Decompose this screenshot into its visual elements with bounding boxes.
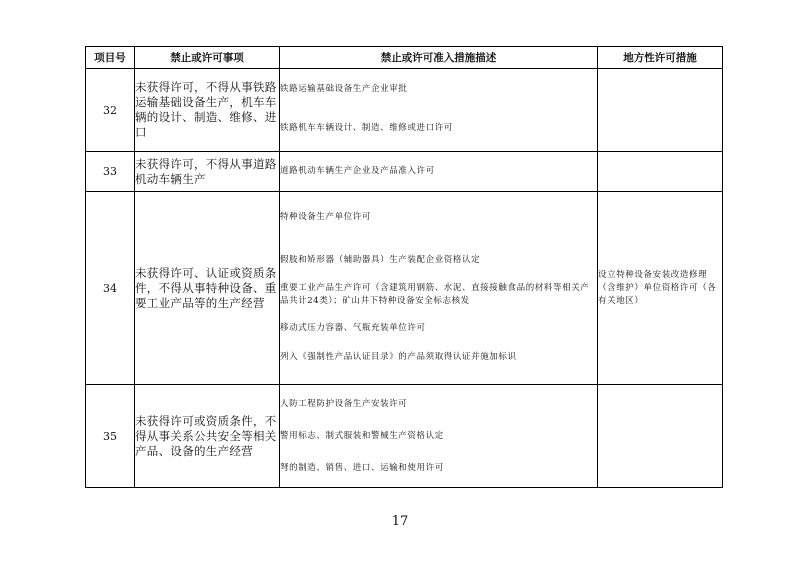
header-local-measures: 地方性许可措施 (598, 47, 723, 69)
measure-line: 特种设备生产单位许可 (280, 212, 372, 222)
table-row (86, 69, 723, 152)
project-number: 34 (86, 192, 135, 385)
header-measure-description: 禁止或许可准入措施描述 (280, 47, 598, 69)
local-measure (598, 152, 723, 192)
project-number: 33 (86, 152, 135, 192)
measure-line: 人防工程防护设备生产安装许可 (280, 398, 408, 409)
measure-line: 列入《强制性产品认证目录》的产品须取得认证并施加标识 (280, 352, 517, 362)
local-measure (598, 385, 723, 488)
admission-measures-table (85, 46, 723, 488)
item-text: 未获得许可，不得从事道路机动车辆生产 (135, 152, 280, 192)
measure-description (280, 385, 598, 488)
measure-description (280, 69, 598, 152)
header-item: 禁止或许可事项 (135, 47, 280, 69)
measure-line: 重要工业产品生产许可（含建筑用钢筋、水泥、直接接触食品的材料等相关产品共计24类）；矿山井下特种设备安全标志核发 (280, 283, 590, 306)
measure-line: 铁路运输基础设备生产企业审批 (280, 83, 408, 94)
item-text: 未获得许可、认证或资质条件，不得从事特种设备、重要工业产品等的生产经营 (135, 192, 280, 385)
measure-line: 铁路机车车辆设计、制造、维修或进口许可 (280, 122, 453, 133)
table-row (86, 385, 723, 488)
header-project-no: 项目号 (86, 47, 135, 69)
item-text: 未获得许可或资质条件，不得从事关系公共安全等相关产品、设备的生产经营 (135, 385, 280, 488)
measure-line: 弩的制造、销售、进口、运输和使用许可 (280, 462, 444, 473)
measure-line: 道路机动车辆生产企业及产品准入许可 (280, 166, 435, 176)
local-measure (598, 69, 723, 152)
project-number: 35 (86, 385, 135, 488)
table-header-row (86, 47, 723, 69)
measure-line: 移动式压力容器、气瓶充装单位许可 (280, 323, 426, 333)
measure-description (280, 192, 598, 385)
page-number: 17 (391, 514, 409, 529)
local-measure: 设立特种设备安装改造修理（含维护）单位资格许可（各有关地区） (598, 192, 723, 385)
table-row (86, 152, 723, 192)
measure-line: 假肢和矫形器（辅助器具）生产装配企业资格认定 (280, 255, 481, 265)
measure-line: 警用标志、制式服装和警械生产资格认定 (280, 430, 444, 441)
table-row (86, 192, 723, 385)
project-number: 32 (86, 69, 135, 152)
measure-description (280, 152, 598, 192)
item-text: 未获得许可，不得从事铁路运输基础设备生产，机车车辆的设计、制造、维修、进口 (135, 69, 280, 152)
